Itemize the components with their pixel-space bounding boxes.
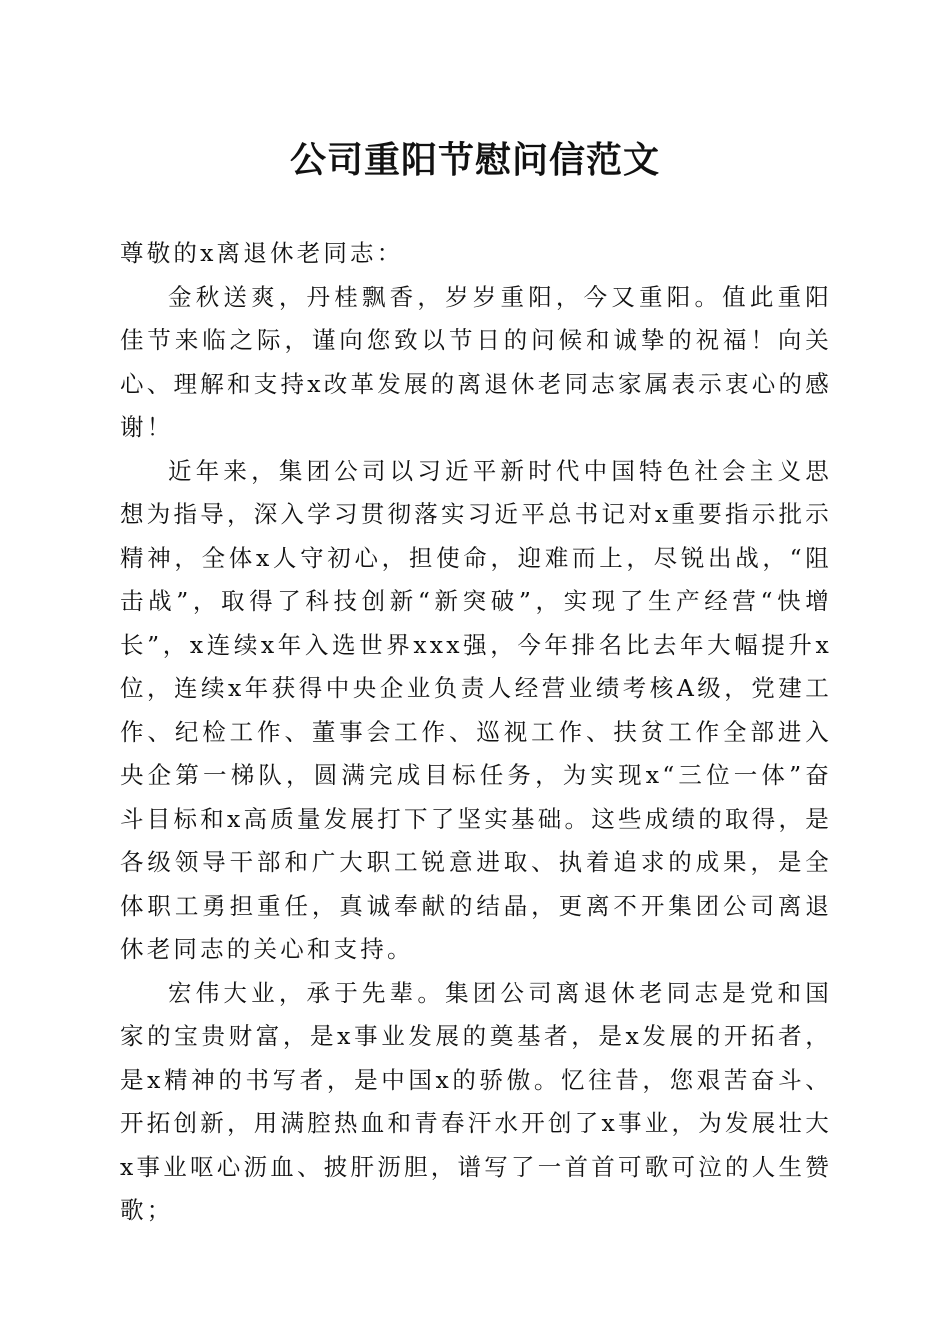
paragraph-achievements: 近年来，集团公司以习近平新时代中国特色社会主义思想为指导，深入学习贯彻落实习近平总书记对x重要指示批示精神，全体x人守初心，担使命，迎难而上，尽锐出战，“阻击战”，取得了科技创新“新突破”，实现了生产经营“快增长”，x连续x年入选世界xxx强，今年排名比去年大幅提升x位，连续x年获得中央企业负责人经营业绩考核A级，党建工作、纪检工作、董事会工作、巡视工作、扶贫工作全部进入央企第一梯队，圆满完成目标任务，为实现x“三位一体”奋斗目标和x高质量发展打下了坚实基础。这些成绩的取得，是各级领导干部和广大职工锐意进取、执着追求的成果，是全体职工勇担重任，真诚奉献的结晶，更离不开集团公司离退休老同志的关心和支持。: [120, 456, 832, 963]
letter-body: [120, 232, 832, 1233]
paragraph-greeting: 金秋送爽，丹桂飘香，岁岁重阳，今又重阳。值此重阳佳节来临之际，谨向您致以节日的问候和诚挚的祝福！向关心、理解和支持x改革发展的离退休老同志家属表示衷心的感谢！: [120, 282, 832, 441]
paragraph-tribute: 宏伟大业，承于先辈。集团公司离退休老同志是党和国家的宝贵财富，是x事业发展的奠基者，是x发展的开拓者，是x精神的书写者，是中国x的骄傲。忆往昔，您艰苦奋斗、开拓创新，用满腔热血和青春汗水开创了x事业，为发展壮大x事业呕心沥血、披肝沥胆，谱写了一首首可歌可泣的人生赞歌；: [120, 978, 832, 1224]
salutation: 尊敬的x离退休老同志：: [120, 239, 404, 267]
document-title: 公司重阳节慰问信范文: [289, 139, 660, 181]
